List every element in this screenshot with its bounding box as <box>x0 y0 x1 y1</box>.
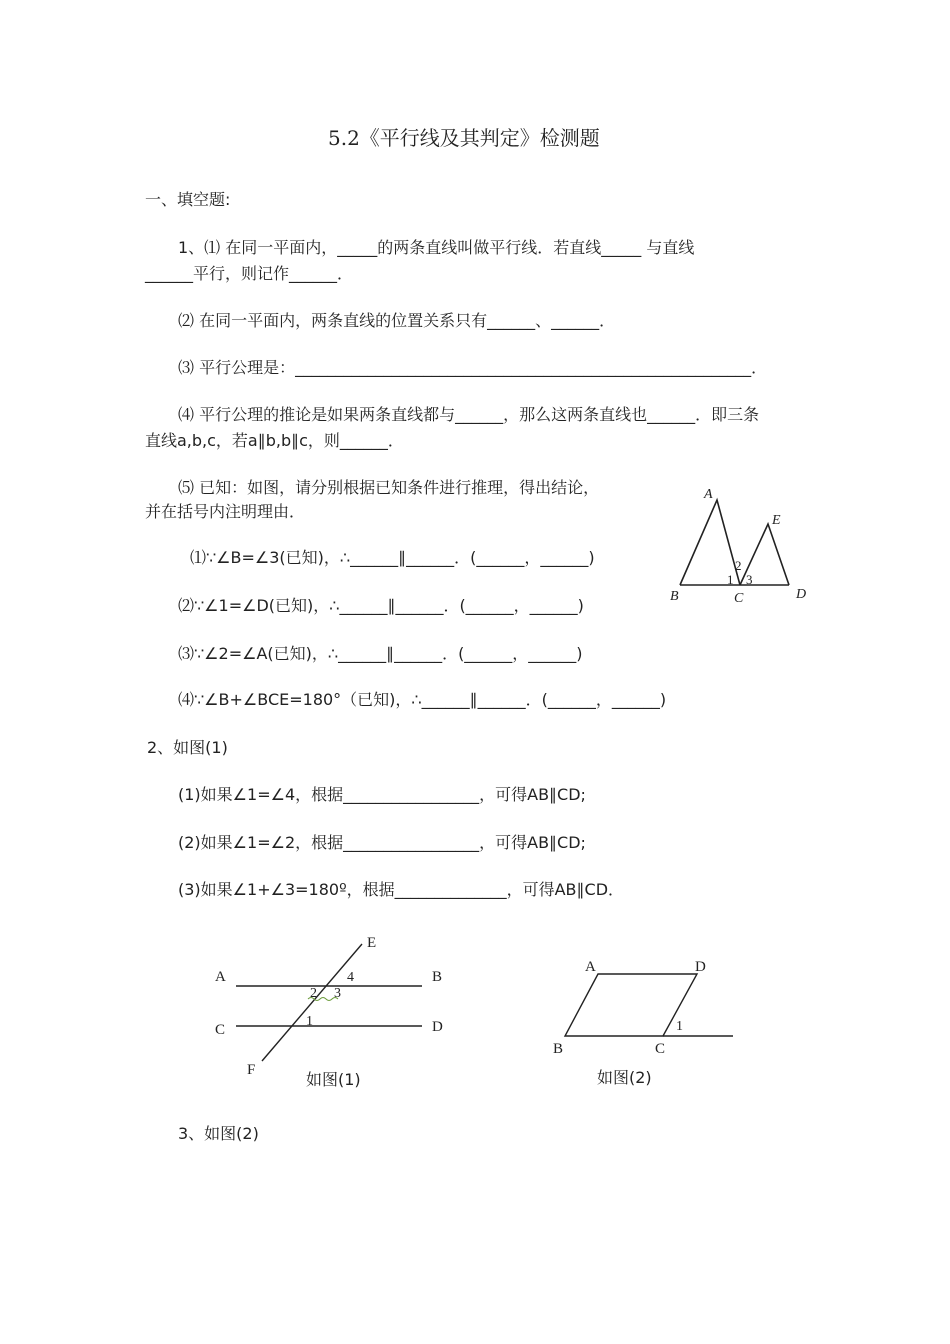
question-1-5-c: ⑶∵∠2=∠A(已知)，∴______∥______．(______，______) <box>178 644 583 663</box>
question-1-4-line2: 直线a,b,c，若a∥b,b∥c，则______． <box>145 431 404 450</box>
fig2-angle-1: 1 <box>676 1019 683 1034</box>
question-3-heading: 3、如图(2) <box>178 1124 259 1143</box>
figure-2 <box>545 950 745 1065</box>
fig1-label-e: E <box>367 935 377 951</box>
question-1-4-line1: ⑷ 平行公理的推论是如果两条直线都与______，那么这两条直线也______．即三条 <box>178 405 760 424</box>
fig1-angle-4: 4 <box>347 970 354 985</box>
fig2-label-d: D <box>695 959 706 975</box>
question-1-5-line1: ⑸ 已知：如图，请分别根据已知条件进行推理，得出结论， <box>178 478 600 497</box>
fig1-label-b: B <box>432 969 443 985</box>
question-2-heading: 2、如图(1) <box>147 738 228 757</box>
question-2-a: (1)如果∠1=∠4，根据_________________，可得AB∥CD; <box>178 785 586 804</box>
angle-3: 3 <box>746 572 753 587</box>
section-heading: 一、填空题: <box>145 190 231 209</box>
figure-1-caption: 如图(1) <box>306 1070 361 1089</box>
question-1-1-line1: 1、⑴ 在同一平面内，_____的两条直线叫做平行线．若直线_____ 与直线 <box>178 238 695 257</box>
fig2-label-c: C <box>655 1041 666 1057</box>
label-d: D <box>796 587 807 602</box>
question-2-b: (2)如果∠1=∠2，根据_________________，可得AB∥CD; <box>178 833 586 852</box>
fig2-label-a: A <box>585 959 596 975</box>
fig1-label-f: F <box>247 1062 256 1078</box>
label-e: E <box>772 513 781 528</box>
question-1-5-d: ⑷∵∠B+∠BCE=180°（已知)，∴______∥______．(______，______) <box>178 690 667 709</box>
triangle-figure <box>660 480 820 605</box>
transversal-ef <box>262 944 362 1061</box>
question-1-5-b: ⑵∵∠1=∠D(已知)，∴______∥______．(______，______) <box>178 596 584 615</box>
figure-2-caption: 如图(2) <box>597 1068 652 1087</box>
fig1-label-a: A <box>215 969 226 985</box>
question-1-3: ⑶ 平行公理是：_________________________________________________________． <box>178 358 768 377</box>
label-a: A <box>704 487 713 502</box>
question-1-1-line2: ______平行，则记作______． <box>145 264 354 283</box>
fig1-label-c: C <box>215 1022 226 1038</box>
label-b: B <box>670 589 679 604</box>
fig1-angle-3: 3 <box>334 986 341 1001</box>
angle-2: 2 <box>735 558 742 573</box>
fig1-angle-2: 2 <box>310 986 317 1001</box>
question-1-5-a: ⑴∵∠B=∠3(已知)，∴______∥______．(______，______) <box>190 548 595 567</box>
fig2-label-b: B <box>553 1041 564 1057</box>
fig1-angle-1: 1 <box>306 1014 313 1029</box>
page-title: 5.2《平行线及其判定》检测题 <box>328 126 600 150</box>
question-2-c: (3)如果∠1+∠3=180º，根据______________，可得AB∥CD． <box>178 880 625 899</box>
question-1-2: ⑵ 在同一平面内，两条直线的位置关系只有______、______． <box>178 311 616 330</box>
question-1-5-line2: 并在括号内注明理由． <box>145 502 306 521</box>
fig1-label-d: D <box>432 1019 443 1035</box>
label-c: C <box>734 591 744 605</box>
angle-1: 1 <box>727 572 734 587</box>
